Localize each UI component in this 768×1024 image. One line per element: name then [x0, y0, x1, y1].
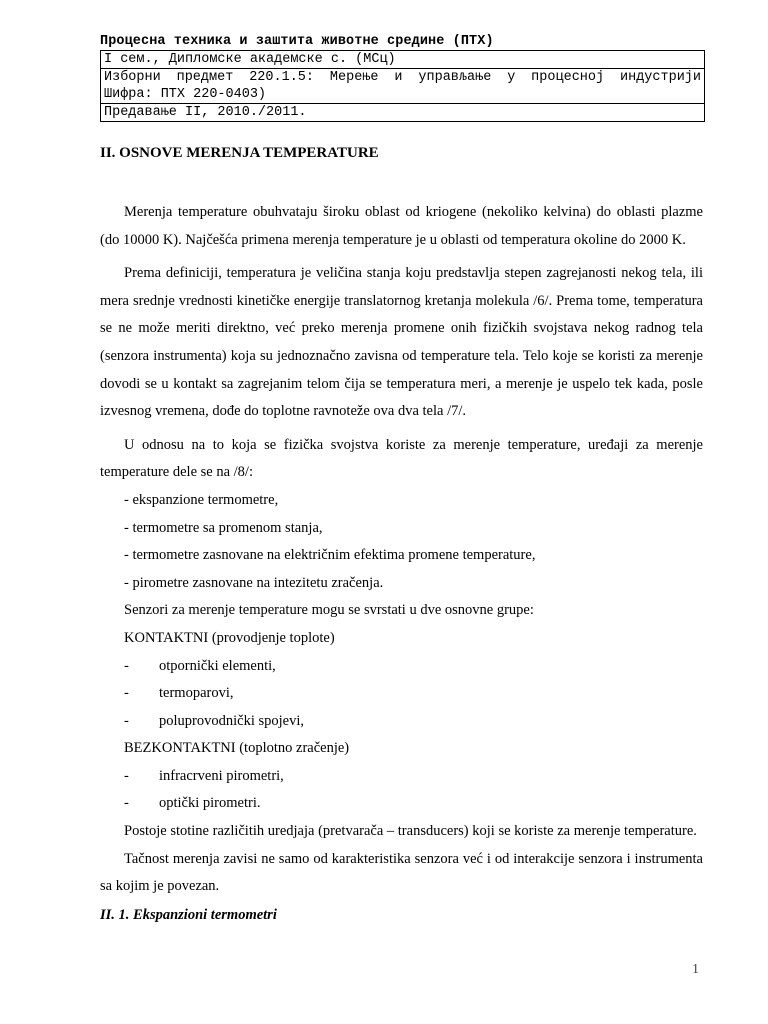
list-item: - ekspanzione termometre,: [124, 491, 279, 508]
list-item: - termometre sa promenom stanja,: [124, 519, 323, 536]
subject-code: Шифра: ПТХ 220-0403): [104, 87, 267, 102]
paragraph: Merenja temperature obuhvataju široku oblast od kriogene (nekoliko kelvina) do oblasti plazme (do 10000 K). Najčešća primena merenja temperature je u oblasti od temperatura okoline do 2000 K.: [100, 204, 703, 248]
paragraph: Postoje stotine različitih uredjaja (pretvarača – transducers) koji se koriste za merenje temperature.: [124, 823, 697, 840]
page-number: 1: [692, 962, 699, 977]
dash-bullet: -: [124, 657, 129, 674]
course-title: Процесна техника и заштита животне средине (ПТХ): [100, 34, 494, 49]
subsection-heading: II. 1. Ekspanzioni termometri: [100, 907, 277, 923]
course-info-row: [101, 51, 705, 69]
dash-bullet: -: [124, 767, 129, 784]
course-info-table: [100, 50, 705, 122]
subject-line: Изборни предмет 220.1.5: Мерење и управљање у процесној индустрији: [104, 70, 701, 85]
subject-cell: [101, 69, 705, 104]
section-heading: II. OSNOVE MERENJA TEMPERATURE: [100, 145, 379, 161]
list-item: [124, 653, 703, 681]
paragraph: Prema definiciji, temperatura je veličina stanja koju predstavlja stepen zagrejanosti nekog tela, ili mera srednje vrednosti kinetičke energije translatornog kretanja molekula /6/. Prema tome, temperatura se ne može meriti direktno, već preko merenja promene onih fizičkih svojstava nekog radnog tela (senzora instrumenta) koja su jednoznačno zavisna od temperature tela. Telo koje se koristi za merenje dovodi se u kontakt sa zagrejanim telom čija se temperatura meri, a merenje je uspelo tek kada, posle izvesnog vremena, dođe do toplotne ravnoteže ova dva tela /7/.: [100, 265, 703, 420]
noncontact-heading: BEZKONTAKTNI (toplotno zračenje): [124, 740, 350, 757]
list-item-label: otpornički elementi,: [159, 657, 276, 674]
paragraph: U odnosu na to koja se fizička svojstva koriste za merenje temperature, uređaji za merenje temperature dele se na /8/:: [100, 436, 703, 481]
list-item-label: infracrveni pirometri,: [159, 767, 284, 784]
dash-bullet: -: [124, 685, 129, 702]
course-info-row: [101, 69, 705, 104]
lecture-cell: Предавање II, 2010./2011.: [101, 104, 705, 122]
dash-bullet: -: [124, 795, 129, 812]
semester-cell: I сем., Дипломске академске с. (МСц): [101, 51, 705, 69]
list-item-label: optički pirometri.: [159, 795, 261, 812]
contact-heading: KONTAKTNI (provodjenje toplote): [124, 629, 335, 646]
list-item: [124, 680, 703, 708]
list-item: [124, 763, 703, 791]
list-item: - termometre zasnovane na električnim efektima promene temperature,: [124, 547, 536, 564]
paragraph: Senzori za merenje temperature mogu se svrstati u dve osnovne grupe:: [124, 602, 534, 619]
list-item: [124, 790, 703, 818]
list-item-label: poluprovodnički spojevi,: [159, 712, 304, 729]
course-info-row: [101, 104, 705, 122]
list-item: - pirometre zasnovane na intezitetu zračenja.: [124, 574, 384, 591]
list-item: [124, 708, 703, 736]
list-item-label: termoparovi,: [159, 685, 234, 702]
paragraph: Tačnost merenja zavisi ne samo od karakteristika senzora već i od interakcije senzora i instrumenta sa kojim je povezan.: [100, 850, 703, 895]
body-text: [100, 199, 703, 901]
dash-bullet: -: [124, 712, 129, 729]
